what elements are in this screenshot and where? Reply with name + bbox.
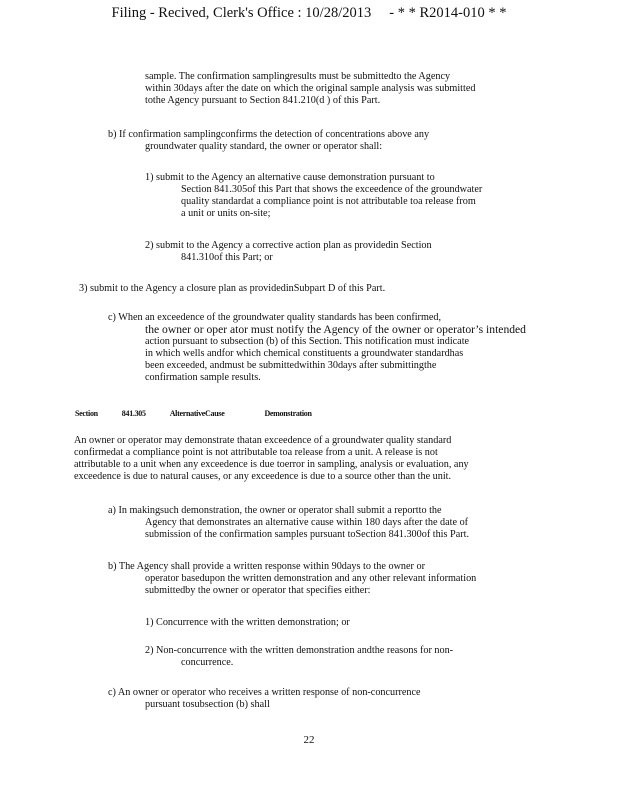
subsection-b-response (108, 561, 476, 597)
section-number: 841.305 (121, 409, 146, 418)
text-line: 2) submit to the Agency a corrective action plan as providedin Section (145, 240, 432, 251)
page-number: 22 (303, 734, 315, 746)
text-line: b) If confirmation samplingconfirms the detection of concentrations above any (108, 129, 430, 140)
filing-stamp: Filing - Recived, Clerk's Office : 10/28/2013 (111, 5, 372, 21)
section-title-2: Demonstration (264, 409, 312, 418)
text-line: been exceeded, andmust be submittedwithin 30days after submittingthe (145, 360, 437, 371)
docket-number: - * * R2014-010 * * (389, 5, 507, 21)
text-line: in which wells andfor which chemical constituents a groundwater standardhas (145, 348, 464, 359)
text-line: groundwater quality standard, the owner or operator shall: (145, 141, 383, 152)
text-line: confirmedat a compliance point is not attributable toa release from a unit. A release is not (74, 447, 438, 458)
item-concurrence (145, 617, 350, 629)
text-line: An owner or operator may demonstrate thatan exceedence of a groundwater quality standard (74, 435, 452, 446)
subsection-c-owner (108, 687, 421, 711)
section-label: Section (75, 409, 98, 418)
text-line: a) In makingsuch demonstration, the owner or operator shall submit a reportto the (108, 505, 442, 516)
text-line: submission of the confirmation samples pursuant toSection 841.300of this Part. (145, 529, 469, 540)
text-line: 1) submit to the Agency an alternative cause demonstration pursuant to (145, 172, 435, 183)
text-line: the owner or oper ator must notify the Agency of the owner or operator’s intended (145, 323, 526, 336)
section-title: AlternativeCause (169, 409, 225, 418)
text-line: 841.310of this Part; or (181, 252, 273, 263)
section-paragraph (74, 435, 469, 483)
text-line: 3) submit to the Agency a closure plan as providedinSubpart D of this Part. (79, 283, 386, 294)
text-line: confirmation sample results. (145, 372, 261, 383)
text-line: within 30days after the date on which the original sample analysis was submitted (145, 83, 476, 94)
text-line: concurrence. (181, 657, 234, 668)
text-line: quality standardat a compliance point is not attributable toa release from (181, 196, 476, 207)
item-b2 (145, 240, 432, 264)
text-line: Agency that demonstrates an alternative cause within 180 days after the date of (145, 517, 469, 528)
subsection-c (108, 312, 526, 384)
text-line: operator basedupon the written demonstration and any other relevant information (145, 573, 477, 584)
paragraph-sample-confirmation (145, 71, 475, 107)
text-line: attributable to a unit when any exceedence is due toerror in sampling, analysis or evaluation, any (74, 459, 469, 470)
text-line: exceedence is due to natural causes, or any exceedence is due to a source other than the unit. (74, 471, 452, 482)
section-heading (75, 408, 312, 420)
item-b1 (145, 172, 482, 220)
text-line: submittedby the owner or operator that specifies either: (145, 585, 371, 596)
text-line: c) When an exceedence of the groundwater quality standards has been confirmed, (108, 312, 442, 323)
text-line: action pursuant to subsection (b) of this Section. This notification must indicate (145, 336, 470, 347)
item-non-concurrence (145, 645, 453, 669)
text-line: a unit or units on-site; (181, 208, 271, 219)
text-line: tothe Agency pursuant to Section 841.210(d ) of this Part. (145, 95, 381, 106)
text-line: Section 841.305of this Part that shows the exceedence of the groundwater (181, 184, 483, 195)
text-line: 1) Concurrence with the written demonstration; or (145, 617, 350, 628)
text-line: pursuant tosubsection (b) shall (145, 699, 270, 710)
text-line: 2) Non-concurrence with the written demonstration andthe reasons for non- (145, 645, 454, 656)
subsection-a-demonstration (108, 505, 469, 541)
text-line: sample. The confirmation samplingresults must be submittedto the Agency (145, 71, 451, 82)
text-line: c) An owner or operator who receives a written response of non-concurrence (108, 687, 421, 698)
text-line: b) The Agency shall provide a written response within 90days to the owner or (108, 561, 425, 572)
item-b3 (79, 283, 385, 295)
filing-header (0, 5, 618, 22)
subsection-b (108, 129, 429, 153)
